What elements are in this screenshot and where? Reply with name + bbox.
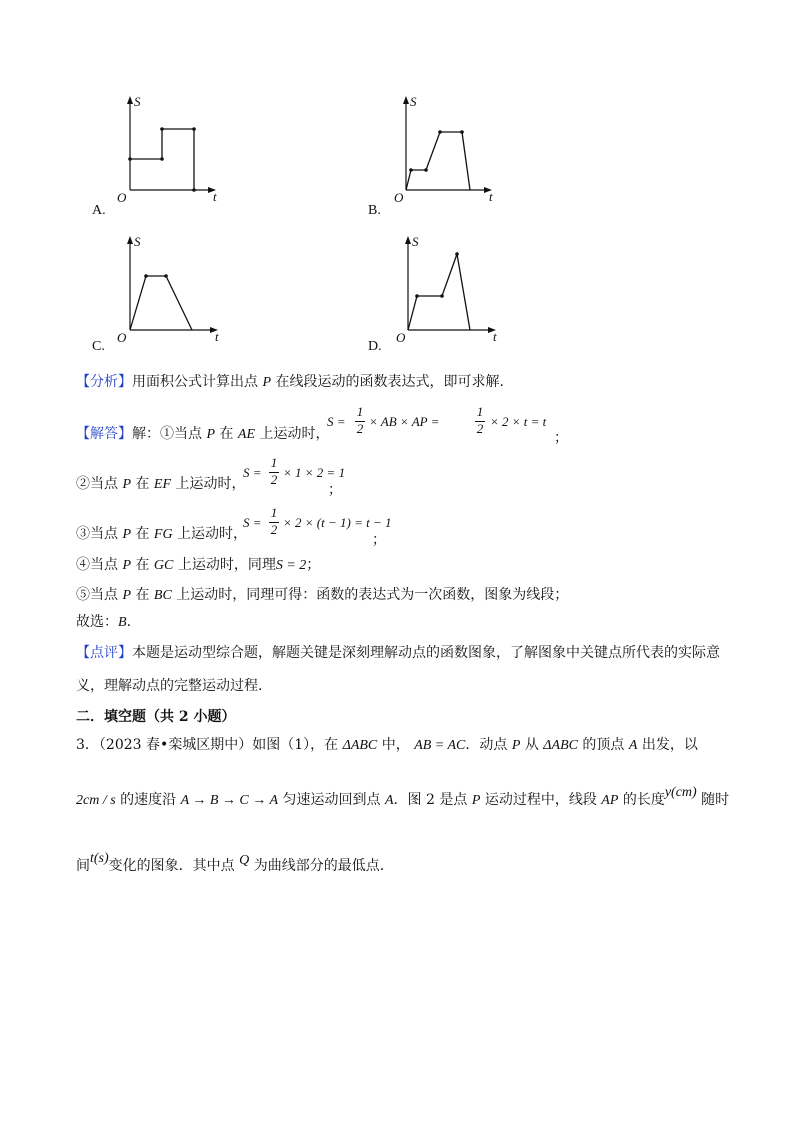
t-axis-label: t <box>215 329 219 344</box>
formula-text: S = 2 <box>275 558 307 573</box>
solution-text: 在 <box>135 557 150 573</box>
graph-option-b <box>390 92 500 204</box>
segment-label: EF <box>153 477 172 492</box>
t-axis-label: t <box>489 189 493 204</box>
answer-label: 故选： <box>76 614 118 630</box>
semicolon: ； <box>328 482 342 498</box>
solution-text: 在 <box>135 476 150 492</box>
solution-tag: 【解答】 <box>76 426 132 442</box>
solution-text: ⑤当点 <box>76 587 118 603</box>
path: A → B → C → A <box>180 793 279 808</box>
q3-text: 变化的图象．其中点 <box>108 858 235 874</box>
formula-text: × AB × AP = <box>369 414 440 429</box>
analysis-text-a: 用面积公式计算出点 <box>132 374 258 390</box>
fraction: 1 2 <box>476 404 484 436</box>
solution-text: 上运动时，同理可得：函数的表达式为一次函数，图象为线段； <box>176 587 569 603</box>
var-p: P <box>471 793 481 808</box>
solution-text: 上运动时， <box>259 426 330 442</box>
q3-text: 中， <box>381 737 410 753</box>
segment-label: FG <box>153 527 173 542</box>
solution-text: ④当点 <box>76 557 118 573</box>
answer-period: . <box>126 614 132 630</box>
origin-label: O <box>117 330 127 344</box>
comment-line-1 <box>76 643 720 663</box>
origin-label: O <box>394 190 404 204</box>
segment-label: AE <box>237 427 256 442</box>
segment-label: AP <box>601 793 619 808</box>
graph-d-curve <box>408 254 470 330</box>
q3-text: 匀速运动回到点 <box>282 792 381 808</box>
solution-line-4 <box>76 555 320 576</box>
q3-text: ．动点 <box>465 737 508 753</box>
answer-value: B <box>118 615 127 630</box>
origin-label: O <box>117 190 127 204</box>
triangle-label: ΔABC <box>543 738 578 753</box>
formula-text: S = <box>327 414 346 429</box>
question-3-line-1 <box>76 735 698 756</box>
triangle-label: ΔABC <box>342 738 378 753</box>
formula-text: × 1 × 2 = 1 <box>283 465 346 480</box>
option-b-label: B. <box>368 203 381 218</box>
comment-tag: 【点评】 <box>76 645 132 661</box>
solution-text: 在 <box>219 426 234 442</box>
q3-text: 的速度沿 <box>120 792 177 808</box>
question-3-line-3 <box>76 851 394 877</box>
solution-text: ； <box>306 557 321 573</box>
solution-text: 在 <box>135 526 150 542</box>
formula-text: S = <box>243 515 262 530</box>
s-axis-label: S <box>134 94 141 109</box>
solution-text: 解：①当点 <box>132 426 202 442</box>
var-p: P <box>122 588 132 603</box>
option-a-label: A. <box>92 203 106 218</box>
solution-line-5 <box>76 585 568 606</box>
solution-text: 上运动时， <box>175 476 246 492</box>
var-p: P <box>122 527 132 542</box>
solution-line-3 <box>76 524 247 545</box>
graph-c-curve <box>130 276 192 330</box>
graph-option-a <box>112 92 222 204</box>
segment-label: GC <box>153 558 174 573</box>
y-variable: y(cm) <box>664 785 697 800</box>
q3-text: 为曲线部分的最低点． <box>253 858 394 874</box>
q3-text: 的长度 <box>622 792 665 808</box>
solution-line-1 <box>76 424 329 445</box>
formula-text: S = <box>243 465 262 480</box>
t-variable: t(s) <box>90 851 109 866</box>
origin-label: O <box>396 330 406 344</box>
comment-text: 本题是运动型综合题，解题关键是深刻理解动点的函数图象，了解图象中关键点所代表的实际意 <box>132 645 720 661</box>
speed: 2cm / s <box>76 793 116 808</box>
semicolon: ； <box>372 532 386 548</box>
solution-text: 上运动时， <box>177 526 248 542</box>
point-a: A <box>384 793 394 808</box>
fraction: 1 2 <box>270 505 278 537</box>
solution-text: 在 <box>135 587 150 603</box>
comment-text: 义，理解动点的完整运动过程. <box>76 678 263 694</box>
answer-line <box>76 612 131 633</box>
graph-b-curve <box>406 132 470 190</box>
point-q: Q <box>239 853 250 868</box>
equation: AB = AC <box>414 738 466 753</box>
q3-text: ．图 2 是点 <box>393 792 468 808</box>
point-a: A <box>628 738 638 753</box>
graph-option-c <box>112 232 224 344</box>
option-c-label: C. <box>92 339 105 354</box>
fraction: 1 2 <box>270 455 278 487</box>
s-axis-label: S <box>412 234 419 249</box>
graph-option-d <box>392 232 504 344</box>
analysis-var-p: P <box>262 375 272 390</box>
q3-text: 间 <box>76 858 90 874</box>
solution-text: ③当点 <box>76 526 118 542</box>
formula-text: × 2 × t = t <box>490 414 547 429</box>
analysis-text-b: 在线段运动的函数表达式，即可求解. <box>275 374 504 390</box>
section-heading: 二．填空题（共 2 小题） <box>76 709 236 725</box>
question-3-line-2 <box>76 785 730 811</box>
q3-text: 的顶点 <box>582 737 625 753</box>
analysis-tag: 【分析】 <box>76 374 132 390</box>
var-p: P <box>122 477 132 492</box>
q3-text: 随时 <box>701 792 730 808</box>
solution-line-2 <box>76 474 245 495</box>
q3-text: 3．（2023 春•栾城区期中）如图（1），在 <box>76 737 339 753</box>
var-p: P <box>122 558 132 573</box>
analysis-line <box>76 372 504 393</box>
s-axis-label: S <box>134 234 141 249</box>
q3-text: 出发，以 <box>641 737 698 753</box>
s-axis-label: S <box>410 94 417 109</box>
segment-label: BC <box>153 588 172 603</box>
solution-text: 上运动时，同理 <box>177 557 276 573</box>
semicolon: ； <box>554 430 568 446</box>
t-axis-label: t <box>493 329 497 344</box>
solution-text: ②当点 <box>76 476 118 492</box>
option-d-label: D. <box>368 339 382 354</box>
q3-text: 运动过程中，线段 <box>484 792 597 808</box>
formula-text: × 2 × (t − 1) = t − 1 <box>283 515 392 530</box>
comment-line-2 <box>76 676 262 696</box>
t-axis-label: t <box>213 189 217 204</box>
var-p: P <box>206 427 216 442</box>
q3-text: 从 <box>524 737 539 753</box>
var-p: P <box>511 738 521 753</box>
fraction: 1 2 <box>356 404 364 436</box>
